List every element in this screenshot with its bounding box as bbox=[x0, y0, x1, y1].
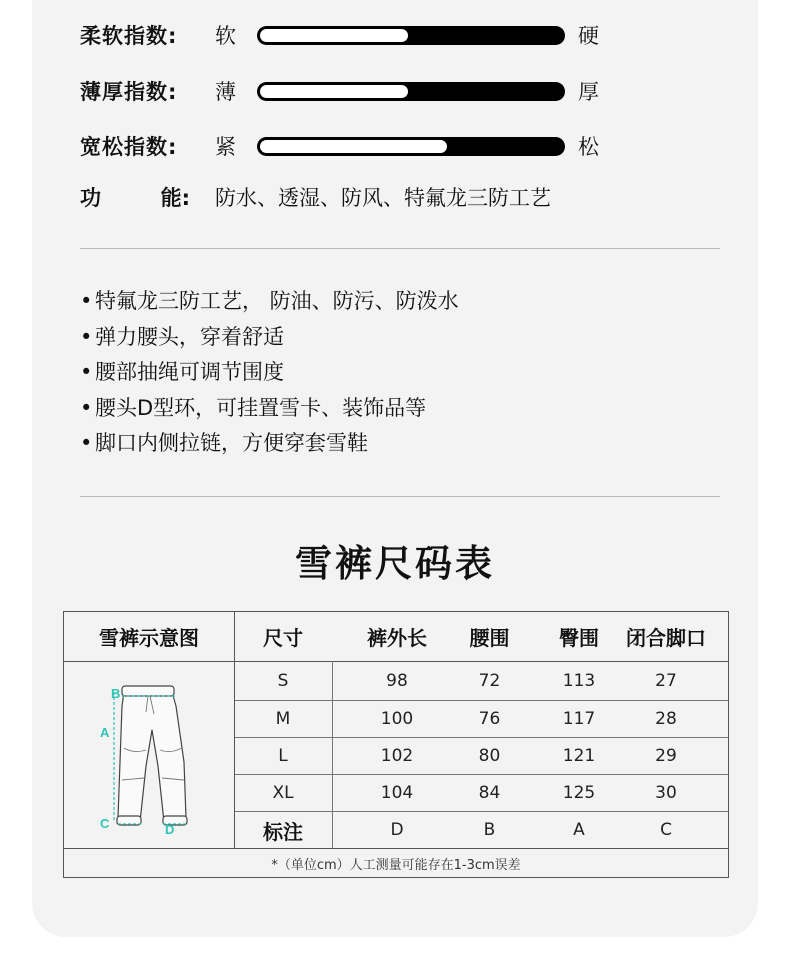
legend-label: 标注 bbox=[263, 819, 303, 844]
thickness-right-label: 厚 bbox=[578, 80, 599, 104]
thickness-row bbox=[80, 74, 599, 108]
header-size: 尺寸 bbox=[263, 626, 303, 650]
cell-size: XL bbox=[272, 783, 294, 803]
header-waist: 腰围 bbox=[469, 626, 510, 650]
feature-item bbox=[80, 284, 459, 320]
thickness-left-label: 薄 bbox=[215, 80, 236, 104]
fit-label: 宽松指数: bbox=[80, 135, 178, 159]
softness-label: 柔软指数: bbox=[80, 24, 178, 48]
cell-hip: 121 bbox=[562, 746, 596, 766]
cell-size: S bbox=[277, 671, 289, 691]
softness-bar bbox=[257, 26, 565, 45]
feature-text: 脚口内侧拉链，方便穿套雪鞋 bbox=[95, 431, 368, 455]
header-diagram: 雪裤示意图 bbox=[99, 626, 199, 650]
bullet-dot: • bbox=[80, 324, 93, 349]
feature-item bbox=[80, 426, 459, 462]
cell-size: L bbox=[278, 746, 288, 766]
size-chart-table bbox=[63, 611, 729, 878]
cell-hem: 28 bbox=[655, 709, 677, 729]
cell-outseam: 100 bbox=[380, 709, 414, 729]
snow-pants-diagram bbox=[64, 662, 234, 848]
function-label-a: 功 bbox=[80, 186, 101, 210]
feature-item bbox=[80, 355, 459, 391]
bullet-dot: • bbox=[80, 289, 93, 313]
cell-hem: 30 bbox=[655, 783, 677, 803]
cell-hem: 27 bbox=[655, 671, 677, 691]
pants-outline bbox=[118, 692, 186, 822]
divider-bottom bbox=[80, 496, 720, 497]
bullet-dot: • bbox=[80, 431, 93, 455]
fit-right-label: 松 bbox=[578, 135, 599, 159]
feature-list bbox=[80, 284, 459, 462]
feature-item bbox=[80, 391, 459, 427]
size-chart-title: 雪裤尺码表 bbox=[295, 542, 495, 585]
divider-top bbox=[80, 248, 720, 249]
softness-row bbox=[80, 18, 599, 52]
function-label bbox=[80, 182, 190, 212]
cell-hip: 117 bbox=[562, 709, 596, 729]
function-label-b: 能: bbox=[160, 186, 190, 210]
cell-hip: 113 bbox=[562, 671, 596, 691]
thickness-bar bbox=[257, 82, 565, 101]
fit-row bbox=[80, 129, 599, 163]
legend-waist: B bbox=[483, 820, 496, 840]
bullet-dot: • bbox=[80, 360, 93, 384]
feature-item bbox=[80, 320, 459, 356]
cell-hem: 29 bbox=[655, 746, 677, 766]
cell-outseam: 102 bbox=[380, 746, 414, 766]
function-row bbox=[80, 180, 551, 214]
waistband bbox=[122, 686, 174, 696]
fit-bar bbox=[257, 137, 565, 156]
softness-bar-fill bbox=[260, 29, 408, 42]
feature-text: 弹力腰头，穿着舒适 bbox=[95, 324, 284, 349]
marker-c: C bbox=[100, 816, 110, 831]
marker-d: D bbox=[165, 822, 175, 837]
marker-a: A bbox=[100, 725, 110, 740]
cell-waist: 84 bbox=[478, 783, 501, 803]
feature-text: 特氟龙三防工艺， 防油、防污、防泼水 bbox=[95, 289, 459, 313]
header-hem: 闭合脚口 bbox=[626, 626, 706, 650]
softness-right-label: 硬 bbox=[578, 24, 599, 48]
legend-outseam: D bbox=[390, 820, 404, 840]
cell-outseam: 98 bbox=[386, 671, 408, 691]
legend-hip: A bbox=[573, 820, 585, 840]
header-outseam: 裤外长 bbox=[367, 626, 427, 650]
feature-text: 腰头D型环，可挂置雪卡、装饰品等 bbox=[95, 395, 427, 420]
cell-hip: 125 bbox=[562, 783, 596, 803]
cell-waist: 76 bbox=[478, 709, 501, 729]
cell-outseam: 104 bbox=[380, 783, 414, 803]
header-hip: 臀围 bbox=[559, 626, 599, 650]
legend-hem: C bbox=[660, 820, 672, 840]
marker-b: B bbox=[111, 686, 121, 701]
softness-left-label: 软 bbox=[215, 24, 236, 48]
function-value: 防水、透湿、防风、特氟龙三防工艺 bbox=[215, 186, 551, 210]
cell-size: M bbox=[275, 709, 291, 729]
cell-waist: 80 bbox=[478, 746, 501, 766]
fit-left-label: 紧 bbox=[215, 135, 236, 159]
feature-text: 腰部抽绳可调节围度 bbox=[95, 360, 284, 384]
measurement-note: *（单位cm）人工测量可能存在1-3cm误差 bbox=[271, 857, 521, 873]
thickness-label: 薄厚指数: bbox=[80, 80, 178, 104]
cell-waist: 72 bbox=[478, 671, 501, 691]
thickness-bar-fill bbox=[260, 85, 408, 98]
fit-bar-fill bbox=[260, 140, 447, 153]
bullet-dot: • bbox=[80, 395, 93, 420]
